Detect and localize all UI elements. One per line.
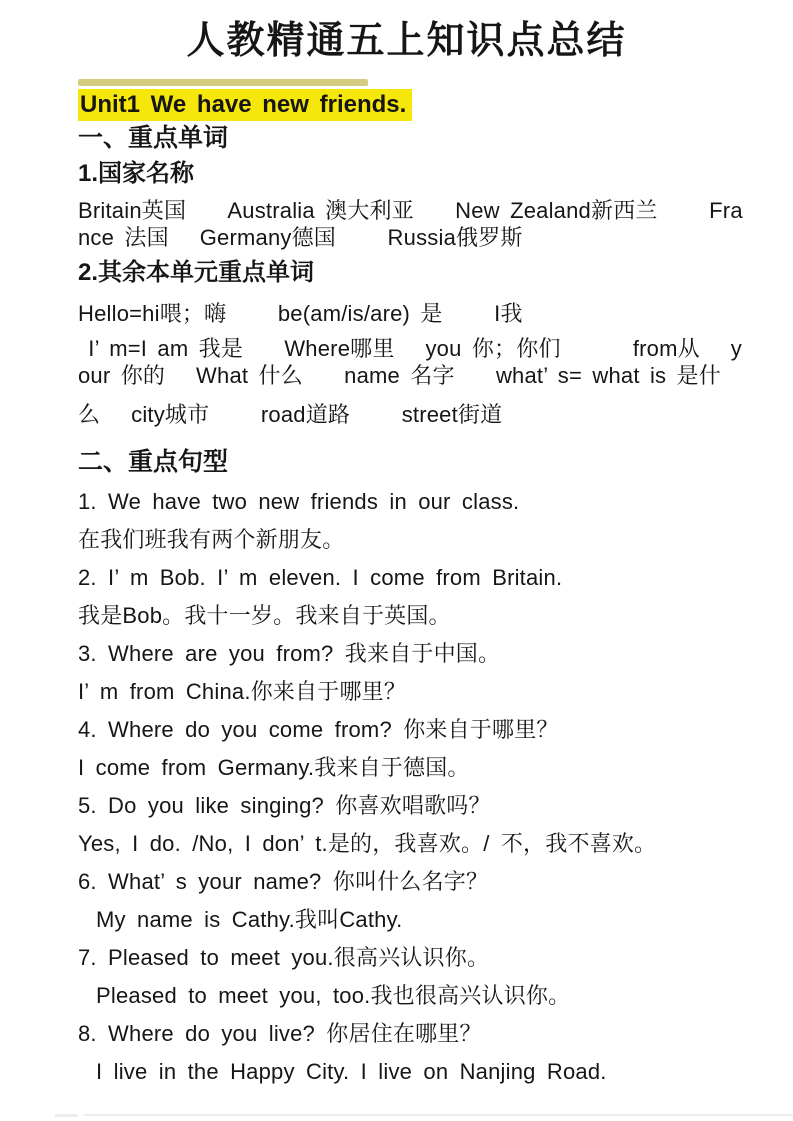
bottom-rule-dash [55, 1114, 78, 1117]
sentence-5-en: 5. Do you like singing? 你喜欢唱歌吗？ [78, 793, 491, 818]
sentence-4-en: 4. Where do you come from? 你来自于哪里？ [78, 717, 559, 742]
unit-title-row [78, 89, 755, 121]
countries-line-2: nce 法国 Germany德国 Russia俄罗斯 [78, 225, 523, 250]
words-line-3: our 你的 What 什么 name 名字 what’ s= what is 是什 [78, 363, 721, 388]
sentence-3-en: 3. Where are you from? 我来自于中国。 [78, 641, 501, 666]
words-line-2: I’ m=I am 我是 Where哪里 you 你；你们 from从 y [78, 336, 742, 361]
words-line-4: 么 city城市 road道路 street街道 [78, 402, 503, 427]
highlight-band [78, 79, 368, 86]
sentence-7-cn: Pleased to meet you, too.我也很高兴认识你。 [96, 983, 571, 1008]
sentence-2-en: 2. I’ m Bob. I’ m eleven. I come from Britain. [78, 565, 563, 590]
subheading-other-words: 2.其余本单元重点单词 [78, 259, 315, 286]
section-heading-vocab: 一、重点单词 [78, 124, 229, 152]
page-title: 人教精通五上知识点总结 [186, 20, 627, 62]
sentence-7-en: 7. Pleased to meet you.很高兴认识你。 [78, 945, 490, 970]
sentence-8-cn: I live in the Happy City. I live on Nanjing Road. [96, 1059, 607, 1084]
sentence-1-en: 1. We have two new friends in our class. [78, 489, 520, 514]
subheading-countries: 1.国家名称 [78, 160, 195, 187]
sentence-2-cn: 我是Bob。我十一岁。我来自于英国。 [78, 603, 451, 628]
countries-line-1: Britain英国 Australia 澳大利亚 New Zealand新西兰 Fra [78, 198, 743, 223]
section-heading-sentences: 二、重点句型 [78, 448, 229, 476]
words-line-1: Hello=hi喂；嗨 be(am/is/are) 是 I我 [78, 301, 523, 326]
sentence-6-en: 6. What’ s your name? 你叫什么名字？ [78, 869, 489, 894]
sentence-4-cn: I come from Germany.我来自于德国。 [78, 755, 470, 780]
sentence-3-cn: I’ m from China.你来自于哪里？ [78, 679, 407, 704]
sentence-5-cn: Yes, I do. /No, I don’ t.是的，我喜欢。/ 不，我不喜欢。 [78, 831, 657, 856]
sentence-1-cn: 在我们班我有两个新朋友。 [78, 527, 345, 552]
bottom-rule [84, 1114, 793, 1116]
unit-title-highlight: Unit1 We have new friends. [78, 89, 412, 121]
sentence-6-cn: My name is Cathy.我叫Cathy. [96, 907, 403, 932]
sentence-8-en: 8. Where do you live? 你居住在哪里？ [78, 1021, 482, 1046]
